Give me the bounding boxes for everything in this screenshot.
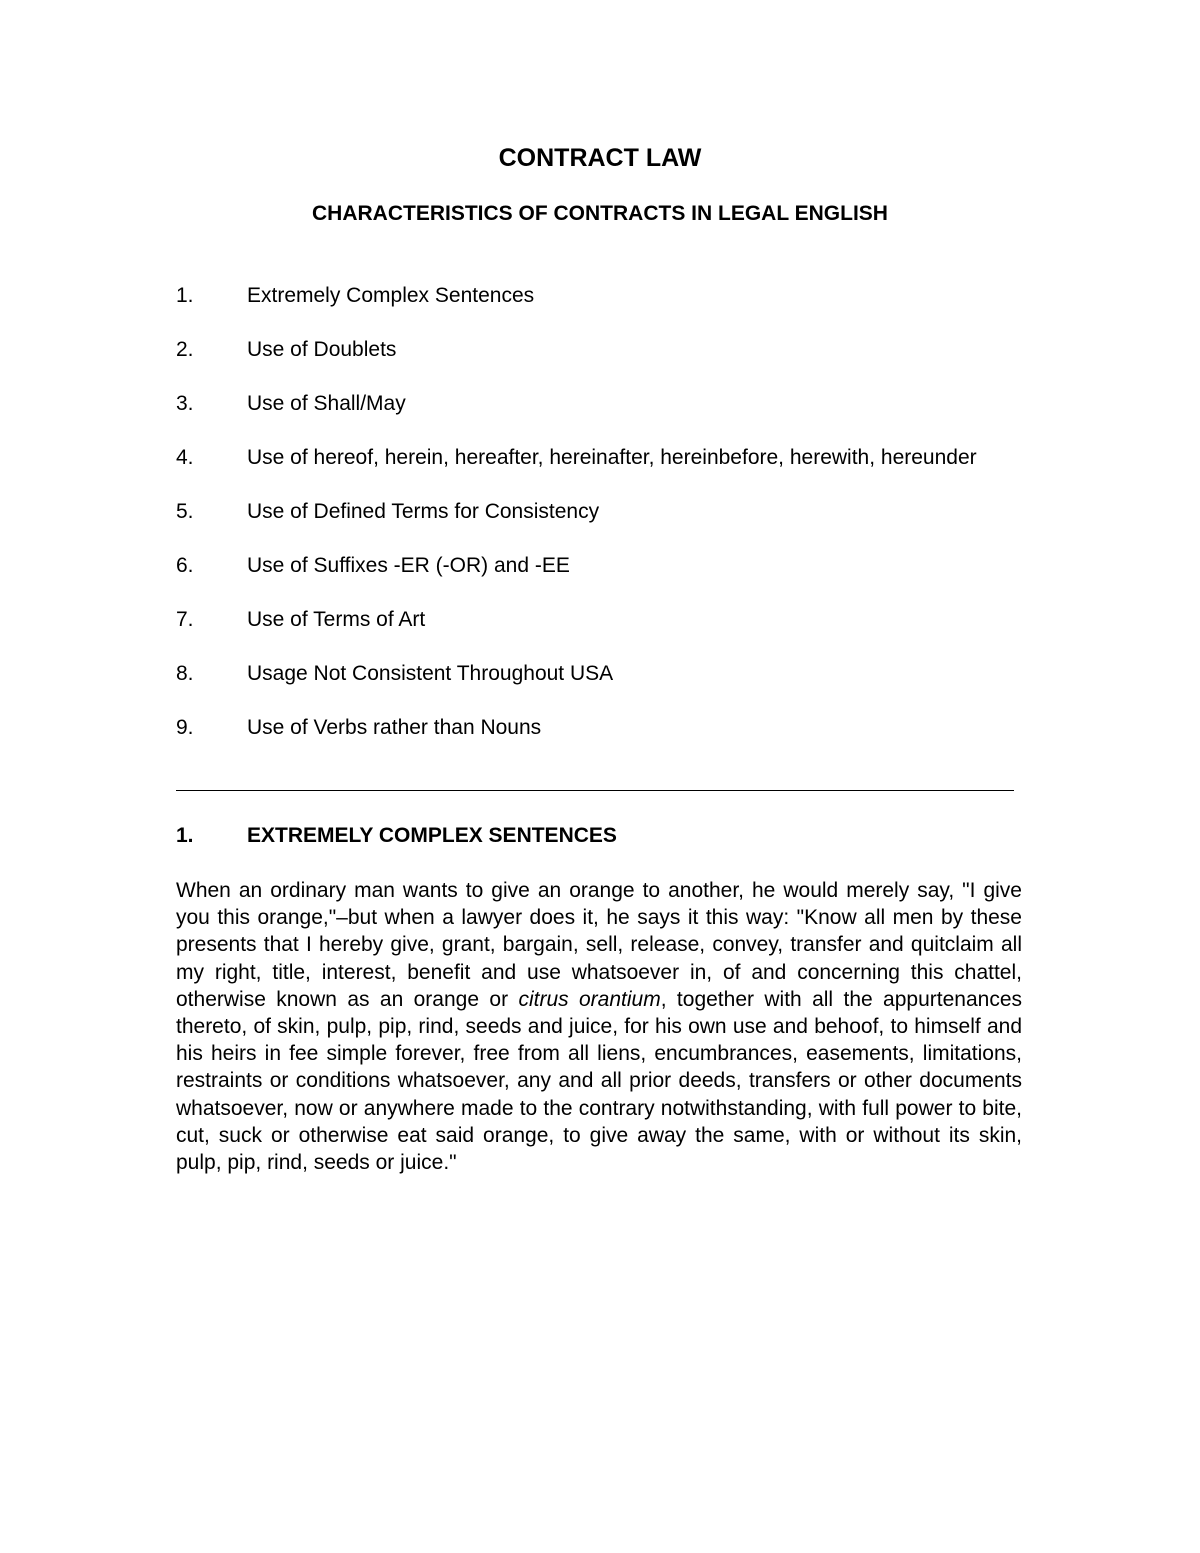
section-heading-text: EXTREMELY COMPLEX SENTENCES [247, 824, 617, 847]
list-item-number: 3. [176, 392, 194, 415]
list-item-text: Use of Terms of Art [247, 608, 426, 631]
list-item-text: Use of Verbs rather than Nouns [247, 716, 542, 739]
document-title: CONTRACT LAW [498, 144, 702, 172]
list-item-number: 2. [176, 338, 194, 361]
list-item-text: Use of Suffixes -ER (-OR) and -EE [247, 554, 570, 577]
section-heading [176, 822, 617, 849]
list-item [176, 714, 1026, 741]
list-item-number: 8. [176, 662, 194, 685]
list-item-text: Use of Defined Terms for Consistency [247, 500, 600, 523]
list-item [176, 498, 1026, 525]
list-item-number: 6. [176, 554, 194, 577]
list-item-number: 5. [176, 500, 194, 523]
section-number: 1. [176, 824, 194, 847]
list-item [176, 444, 1026, 471]
list-item-number: 1. [176, 284, 194, 307]
paragraph-text-before: When an ordinary man wants to give an orange to another, he would merely say, "I give you this orange,"–but when a lawyer does it, he says it this way: "Know all men by these presents that I hereby give, grant, bargain, sell, release, convey, transfer and quitclaim all my right, title, interest, benefit and use whatsoever in, of and concerning this chattel, otherwise known as an orange or [176, 879, 1022, 1011]
section-paragraph [176, 877, 1022, 1176]
paragraph-text-after: , together with all the appurtenances thereto, of skin, pulp, pip, rind, seeds and juice, for his own use and behoof, to himself and his heirs in fee simple forever, free from all liens, encumbrances, easements, limitations, restraints or conditions whatsoever, any and all prior deeds, transfers or other documents whatsoever, now or anywhere made to the contrary notwithstanding, with full power to bite, cut, suck or otherwise eat said orange, to give away the same, with or without its skin, pulp, pip, rind, seeds or juice." [176, 987, 1022, 1175]
list-item [176, 606, 1026, 633]
list-item [176, 282, 1026, 309]
list-item [176, 552, 1026, 579]
horizontal-divider [176, 790, 1014, 791]
list-item-text: Use of Shall/May [247, 392, 406, 415]
list-item [176, 390, 1026, 417]
characteristics-list [176, 282, 1026, 768]
list-item-text: Usage Not Consistent Throughout USA [247, 662, 614, 685]
list-item-number: 9. [176, 716, 194, 739]
paragraph-italic-term: citrus orantium [518, 987, 661, 1011]
list-item-text: Extremely Complex Sentences [247, 284, 535, 307]
list-item [176, 660, 1026, 687]
list-item-text: Use of hereof, herein, hereafter, hereinafter, hereinbefore, herewith, hereunder [247, 446, 977, 469]
list-item-number: 7. [176, 608, 194, 631]
list-item [176, 336, 1026, 363]
list-item-number: 4. [176, 446, 194, 469]
list-item-text: Use of Doublets [247, 338, 397, 361]
document-subtitle: CHARACTERISTICS OF CONTRACTS IN LEGAL ENGLISH [312, 202, 888, 225]
